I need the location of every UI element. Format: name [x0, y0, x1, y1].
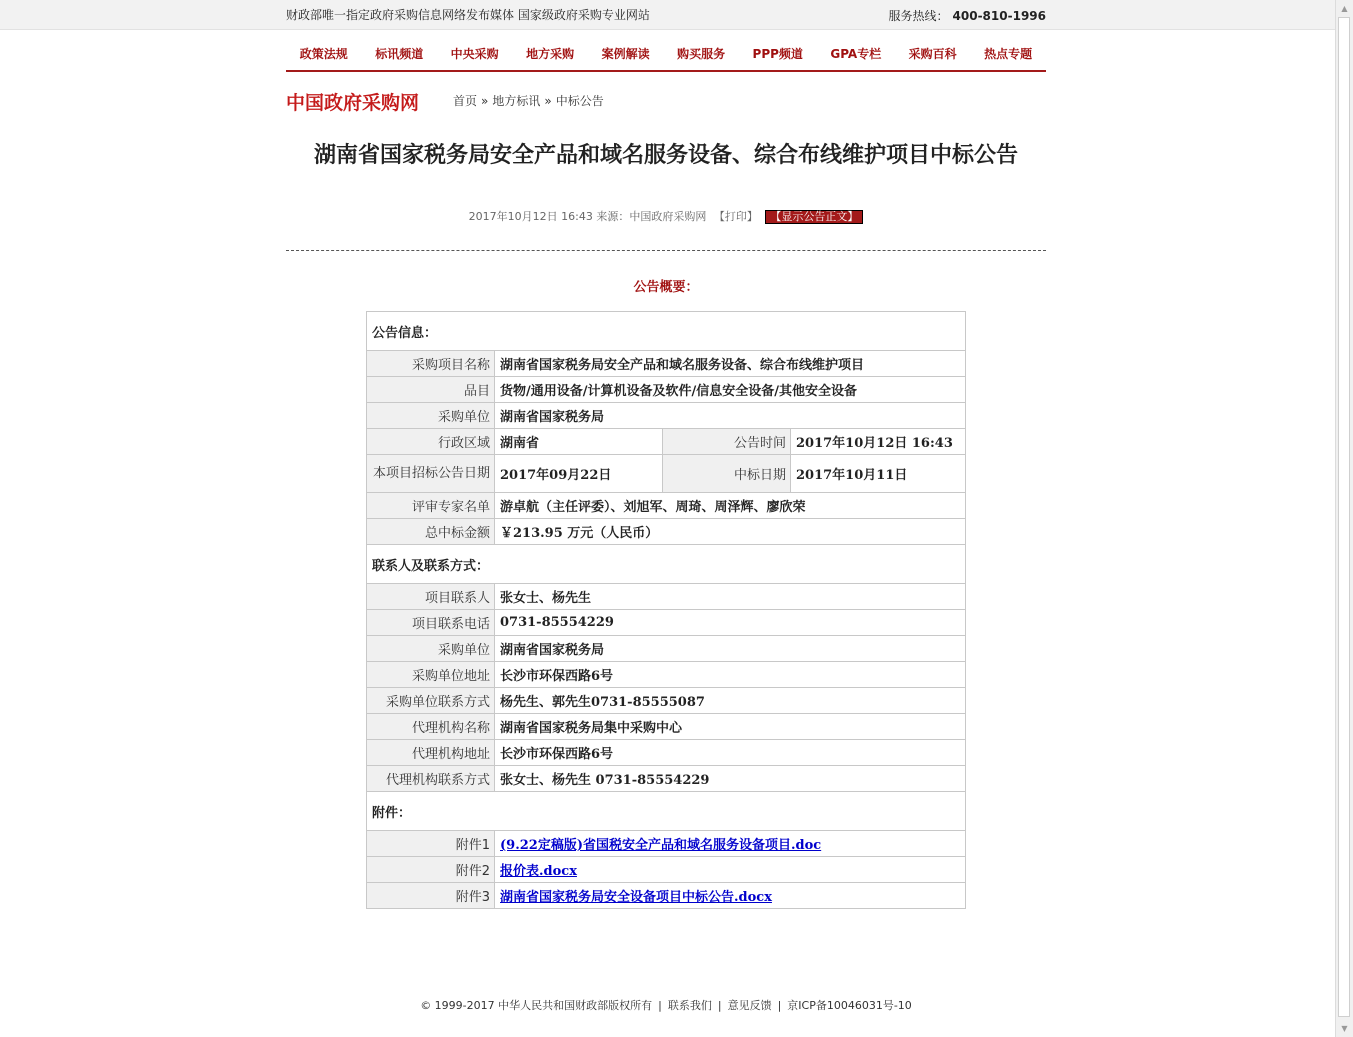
footer-separator: | [717, 999, 722, 1012]
nav-item-policy[interactable]: 政策法规 [299, 47, 348, 61]
notice-table [366, 311, 966, 909]
breadcrumb-local[interactable]: 地方标讯 [492, 94, 541, 108]
value-bid-notice-date: 2017年09月22日 [495, 455, 663, 493]
breadcrumb-award[interactable]: 中标公告 [555, 94, 604, 108]
top-bar [0, 0, 1336, 30]
label-region: 行政区域 [367, 429, 495, 455]
nav-item-bidding[interactable]: 标讯频道 [375, 47, 424, 61]
article-meta [286, 208, 1046, 224]
label-bid-notice-date: 本项目招标公告日期 [367, 455, 495, 493]
nav-item-local[interactable]: 地方采购 [526, 47, 575, 61]
label-experts: 评审专家名单 [367, 493, 495, 519]
label-purchaser: 采购单位 [367, 403, 495, 429]
footer [286, 997, 1046, 1013]
contact-us-link[interactable]: 联系我们 [667, 999, 712, 1012]
nav-item-services[interactable]: 购买服务 [677, 47, 726, 61]
label-category: 品目 [367, 377, 495, 403]
breadcrumb-home[interactable]: 首页 [453, 94, 478, 108]
nav-item-gpa[interactable]: GPA专栏 [830, 47, 882, 61]
icp-number: 京ICP备10046031号-10 [787, 999, 912, 1012]
label-award-date: 中标日期 [663, 455, 791, 493]
label-notice-time: 公告时间 [663, 429, 791, 455]
nav-item-ppp[interactable]: PPP频道 [752, 47, 803, 61]
section-attachments: 附件： [367, 792, 966, 831]
value-contact-phone: 0731-85554229 [495, 610, 966, 636]
nav-item-encyclopedia[interactable]: 采购百科 [908, 47, 957, 61]
value-amount: ￥213.95 万元（人民币） [495, 519, 966, 545]
footer-separator: | [777, 999, 782, 1012]
label-agency-contact: 代理机构联系方式 [367, 766, 495, 792]
feedback-link[interactable]: 意见反馈 [727, 999, 772, 1012]
value-project-name: 湖南省国家税务局安全产品和域名服务设备、综合布线维护项目 [495, 351, 966, 377]
main-nav [286, 40, 1046, 72]
value-experts: 游卓航（主任评委）、刘旭军、周琦、周泽辉、廖欣荣 [495, 493, 966, 519]
label-project-name: 采购项目名称 [367, 351, 495, 377]
value-contact-person: 张女士、杨先生 [495, 584, 966, 610]
label-attachment-1: 附件1 [367, 831, 495, 857]
breadcrumb [453, 92, 604, 109]
attachment-link-3[interactable]: 湖南省国家税务局安全设备项目中标公告.docx [500, 890, 772, 905]
footer-separator: | [658, 999, 662, 1012]
site-logo[interactable]: 中国政府采购网 [286, 92, 420, 114]
nav-item-topics[interactable]: 热点专题 [984, 47, 1033, 61]
hotline-label: 服务热线： [888, 9, 949, 23]
article-source: 来源：中国政府采购网 [596, 210, 707, 223]
copyright: © 1999-2017 中华人民共和国财政部版权所有 [420, 999, 653, 1012]
value-agency-contact: 张女士、杨先生 0731-85554229 [495, 766, 966, 792]
show-text-button[interactable]: 【显示公告正文】 [765, 210, 863, 224]
label-purchaser-address: 采购单位地址 [367, 662, 495, 688]
label-agency-name: 代理机构名称 [367, 714, 495, 740]
nav-item-cases[interactable]: 案例解读 [601, 47, 650, 61]
site-slogan: 财政部唯一指定政府采购信息网络发布媒体 国家级政府采购专业网站 [286, 8, 650, 22]
print-button[interactable]: 【打印】 [713, 210, 758, 223]
label-purchaser-unit: 采购单位 [367, 636, 495, 662]
label-agency-address: 代理机构地址 [367, 740, 495, 766]
value-purchaser-contact: 杨先生、郭先生0731-85555087 [495, 688, 966, 714]
attachment-link-1[interactable]: (9.22定稿版)省国税安全产品和域名服务设备项目.doc [500, 838, 822, 853]
section-notice: 公告信息： [367, 312, 966, 351]
value-purchaser-unit: 湖南省国家税务局 [495, 636, 966, 662]
section-contact: 联系人及联系方式： [367, 545, 966, 584]
nav-item-central[interactable]: 中央采购 [450, 47, 499, 61]
value-purchaser-address: 长沙市环保西路6号 [495, 662, 966, 688]
breadcrumb-separator: » [544, 94, 552, 108]
label-attachment-3: 附件3 [367, 883, 495, 909]
divider [286, 250, 1046, 251]
summary-title: 公告概要： [633, 280, 699, 295]
label-attachment-2: 附件2 [367, 857, 495, 883]
vertical-scrollbar[interactable] [1335, 0, 1353, 1037]
scroll-up-icon[interactable]: ▲ [1341, 4, 1348, 13]
hotline-number: 400-810-1996 [952, 9, 1046, 23]
label-contact-phone: 项目联系电话 [367, 610, 495, 636]
value-notice-time: 2017年10月12日 16:43 [791, 429, 966, 455]
label-amount: 总中标金额 [367, 519, 495, 545]
value-agency-address: 长沙市环保西路6号 [495, 740, 966, 766]
publish-date: 2017年10月12日 16:43 [468, 210, 593, 223]
hotline [889, 7, 1046, 24]
label-contact-person: 项目联系人 [367, 584, 495, 610]
label-purchaser-contact: 采购单位联系方式 [367, 688, 495, 714]
attachment-link-2[interactable]: 报价表.docx [500, 864, 577, 879]
breadcrumb-separator: » [481, 94, 489, 108]
value-award-date: 2017年10月11日 [791, 455, 966, 493]
value-agency-name: 湖南省国家税务局集中采购中心 [495, 714, 966, 740]
scrollbar-thumb[interactable] [1338, 17, 1350, 1017]
scroll-down-icon[interactable]: ▼ [1341, 1024, 1348, 1033]
page-title: 湖南省国家税务局安全产品和域名服务设备、综合布线维护项目中标公告 [313, 143, 1018, 168]
value-category: 货物/通用设备/计算机设备及软件/信息安全设备/其他安全设备 [495, 377, 966, 403]
value-purchaser: 湖南省国家税务局 [495, 403, 966, 429]
value-region: 湖南省 [495, 429, 663, 455]
